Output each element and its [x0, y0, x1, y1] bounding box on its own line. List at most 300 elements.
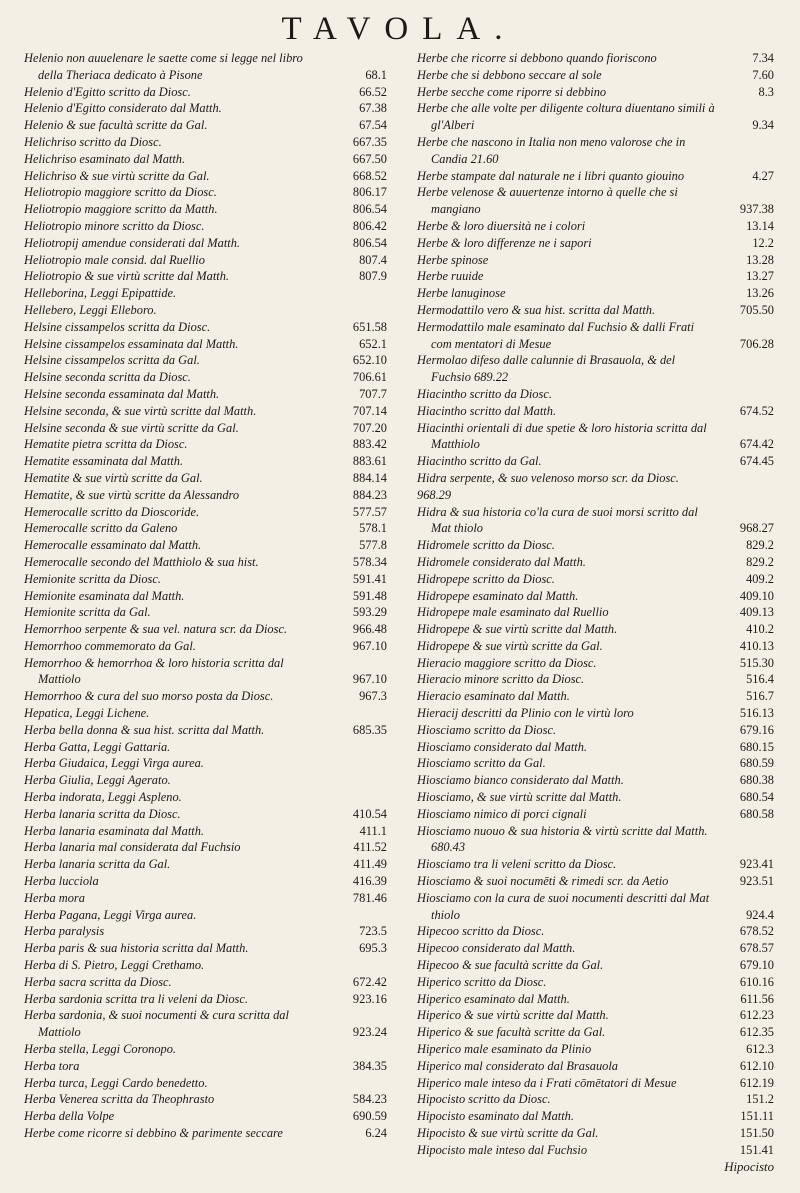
index-entry — [417, 923, 774, 940]
entry-text: Herba Giulia, Leggi Agerato. — [24, 773, 171, 788]
entry-page-ref: 924.4 — [746, 907, 774, 922]
index-entry — [24, 1058, 387, 1075]
index-entry — [24, 50, 387, 84]
entry-text: Hiperico male inteso da i Frati cōmētatori di Mesue — [417, 1075, 677, 1090]
entry-text: Hemerocalle scritto da Galeno — [24, 521, 178, 536]
index-entry — [24, 352, 387, 369]
entry-page-ref: 680.58 — [739, 806, 774, 821]
entry-page-ref: 411.1 — [359, 823, 387, 838]
entry-text: Hidropepe scritto da Diosc. — [417, 571, 555, 586]
entry-text: Hiperico & sue facultà scritte da Gal. — [417, 1025, 606, 1040]
index-entry — [24, 806, 387, 823]
entry-page-ref: 678.57 — [739, 941, 774, 956]
entry-page-ref: 4.27 — [752, 168, 774, 183]
entry-page-ref: 723.5 — [359, 924, 387, 939]
index-entry — [417, 168, 774, 185]
index-entry — [24, 84, 387, 101]
entry-text: Hiperico male esaminato da Plinio — [417, 1042, 592, 1057]
entry-page-ref: 384.35 — [352, 1058, 387, 1073]
index-entry — [417, 100, 774, 134]
entry-text: Heliotropio male consid. dal Ruellio — [24, 252, 205, 267]
entry-text: Herba Venerea scritta da Theophrasto — [24, 1092, 215, 1107]
entry-page-ref: 668.52 — [352, 168, 387, 183]
entry-text: Hiacintho scritto dal Matth. — [417, 403, 557, 418]
entry-page-ref: 516.4 — [746, 672, 774, 687]
entry-text: Hermodattilo male esaminato dal Fuchsio & dalli Frati com mentatori di Mesue — [417, 319, 695, 351]
entry-text: Herbe spinose — [417, 252, 489, 267]
index-entry — [417, 638, 774, 655]
entry-page-ref: 13.26 — [746, 286, 774, 301]
index-entry — [24, 688, 387, 705]
entry-page-ref: 707.14 — [352, 403, 387, 418]
entry-text: Hieracio minore scritto da Diosc. — [417, 672, 585, 687]
entry-page-ref: 923.51 — [739, 874, 774, 889]
entry-text: Hidra serpente, & suo velenoso morso scr. da Diosc. 968.29 — [417, 470, 679, 502]
entry-text: Hematite pietra scritta da Diosc. — [24, 437, 188, 452]
index-entry — [24, 823, 387, 840]
entry-page-ref: 9.34 — [752, 118, 774, 133]
index-entry — [24, 755, 387, 772]
entry-text: Hipocisto & sue virtù scritte da Gal. — [417, 1126, 599, 1140]
index-entry — [24, 168, 387, 185]
entry-page-ref: 707.7 — [359, 386, 387, 401]
index-entry — [417, 1091, 774, 1108]
entry-text: Herba tora — [24, 1058, 80, 1073]
index-entry — [24, 991, 387, 1008]
entry-text: Hermodattilo vero & sua hist. scritta dal Matth. — [417, 302, 656, 317]
entry-text: Herba lucciola — [24, 874, 99, 889]
index-entry — [417, 739, 774, 756]
index-entry — [24, 268, 387, 285]
entry-page-ref: 672.42 — [352, 974, 387, 989]
entry-text: Herba Pagana, Leggi Virga aurea. — [24, 907, 197, 922]
entry-text: Hemorrhoo commemorato da Gal. — [24, 638, 196, 653]
entry-text: Helsine cissampelos essaminata dal Matth. — [24, 336, 239, 351]
entry-page-ref: 707.20 — [352, 420, 387, 435]
index-entry — [24, 201, 387, 218]
index-entry — [417, 134, 774, 168]
entry-text: Heliotropio minore scritto da Diosc. — [24, 218, 205, 233]
entry-page-ref: 584.23 — [352, 1092, 387, 1107]
entry-page-ref: 411.52 — [353, 840, 387, 855]
entry-page-ref: 8.3 — [758, 84, 774, 99]
entry-page-ref: 612.35 — [739, 1025, 774, 1040]
index-entry — [417, 1108, 774, 1125]
index-entry — [24, 403, 387, 420]
entry-text: Hemionite scritta da Gal. — [24, 605, 151, 620]
index-entry — [417, 604, 774, 621]
index-entry — [417, 184, 774, 218]
entry-text: Helenio & sue facultà scritte da Gal. — [24, 118, 208, 133]
entry-text: Herba stella, Leggi Coronopo. — [24, 1042, 177, 1057]
entry-text: Hidromele scritto da Diosc. — [417, 538, 555, 553]
entry-page-ref: 67.38 — [359, 101, 387, 116]
index-entry — [417, 890, 774, 924]
entry-page-ref: 680.15 — [739, 739, 774, 754]
entry-text: Hellebero, Leggi Elleboro. — [24, 302, 157, 317]
entry-page-ref: 674.45 — [739, 454, 774, 469]
entry-page-ref: 67.54 — [359, 118, 387, 133]
entry-page-ref: 680.59 — [739, 756, 774, 771]
entry-text: Herbe che ricorre si debbono quando fioriscono — [417, 51, 657, 65]
entry-text: Hiosciamo nuouo & sua historia & virtù scritte dal Matth. 680.43 — [417, 823, 708, 855]
index-entry — [417, 789, 774, 806]
entry-text: Herbe & loro differenze ne i sapori — [417, 235, 592, 250]
entry-text: Herba mora — [24, 890, 85, 905]
index-entry — [417, 1041, 774, 1058]
entry-text: Hipecoo & sue facultà scritte da Gal. — [417, 958, 604, 973]
entry-text: Herba lanaria scritta da Gal. — [24, 857, 171, 872]
entry-text: Helsine seconda essaminata dal Matth. — [24, 386, 220, 401]
index-entry — [417, 655, 774, 672]
entry-text: Hematite & sue virtù scritte da Gal. — [24, 470, 203, 485]
entry-page-ref: 66.52 — [359, 84, 387, 99]
index-entry — [417, 1007, 774, 1024]
index-entry — [417, 806, 774, 823]
index-entry — [417, 50, 774, 67]
entry-text: Helenio d'Egitto scritto da Diosc. — [24, 84, 191, 99]
entry-page-ref: 680.38 — [739, 773, 774, 788]
index-entry — [24, 453, 387, 470]
entry-page-ref: 516.13 — [739, 706, 774, 721]
index-entry — [417, 755, 774, 772]
index-entry — [24, 554, 387, 571]
entry-text: Hemorrhoo & cura del suo morso posta da Diosc. — [24, 689, 274, 704]
entry-page-ref: 12.2 — [752, 235, 774, 250]
index-entry — [417, 218, 774, 235]
entry-text: Hematite essaminata dal Matth. — [24, 454, 183, 469]
index-entry — [417, 873, 774, 890]
index-entry — [417, 268, 774, 285]
index-entry — [24, 940, 387, 957]
entry-page-ref: 937.38 — [739, 202, 774, 217]
entry-text: Hemorrhoo serpente & sua vel. natura scr. da Diosc. — [24, 622, 288, 637]
index-entry — [417, 823, 774, 857]
page-title: TAVOLA. — [281, 11, 517, 47]
index-entry — [24, 705, 387, 722]
index-entry — [24, 1041, 387, 1058]
entry-text: Heliotropio maggiore scritto da Diosc. — [24, 185, 217, 200]
entry-text: Hipocisto esaminato dal Matth. — [417, 1109, 574, 1124]
index-entry — [24, 739, 387, 756]
index-entry — [24, 839, 387, 856]
index-entry — [24, 319, 387, 336]
entry-page-ref: 409.2 — [746, 571, 774, 586]
entry-page-ref: 667.35 — [352, 134, 387, 149]
index-entry — [24, 302, 387, 319]
entry-text: Hiperico & sue virtù scritte dal Matth. — [417, 1008, 609, 1023]
entry-page-ref: 923.24 — [352, 1025, 387, 1040]
entry-page-ref: 806.54 — [352, 202, 387, 217]
entry-text: Hiosciamo & suoi nocumēti & rimedi scr. da Aetio — [417, 874, 669, 889]
index-list-right — [417, 50, 774, 1159]
index-entry — [417, 352, 774, 386]
entry-text: Hiosciamo tra li veleni scritto da Diosc. — [417, 857, 617, 872]
index-entry — [417, 957, 774, 974]
entry-page-ref: 652.1 — [359, 336, 387, 351]
entry-text: Hieracio maggiore scritto da Diosc. — [417, 655, 597, 670]
entry-text: Helichriso esaminato dal Matth. — [24, 151, 186, 166]
entry-page-ref: 411.49 — [353, 857, 387, 872]
entry-page-ref: 652.10 — [352, 353, 387, 368]
entry-page-ref: 651.58 — [352, 319, 387, 334]
index-entry — [24, 890, 387, 907]
entry-text: Hiosciamo considerato dal Matth. — [417, 739, 588, 754]
index-entry — [417, 1125, 774, 1142]
entry-page-ref: 923.41 — [739, 857, 774, 872]
index-entry — [417, 621, 774, 638]
index-entry — [24, 856, 387, 873]
entry-text: Herba paris & sua historia scritta dal Matth. — [24, 941, 249, 956]
index-column-left — [24, 50, 387, 1176]
index-entry — [24, 588, 387, 605]
entry-page-ref: 695.3 — [359, 941, 387, 956]
index-entry — [24, 722, 387, 739]
entry-text: Helleborina, Leggi Epipattide. — [24, 286, 177, 301]
entry-text: Herba turca, Leggi Cardo benedetto. — [24, 1075, 208, 1090]
entry-page-ref: 690.59 — [352, 1109, 387, 1124]
entry-page-ref: 806.42 — [352, 218, 387, 233]
entry-page-ref: 706.61 — [352, 370, 387, 385]
index-entry — [417, 705, 774, 722]
index-entry — [24, 1125, 387, 1142]
index-entry — [24, 386, 387, 403]
index-entry — [417, 504, 774, 538]
entry-text: Hidromele considerato dal Matth. — [417, 554, 586, 569]
entry-text: Hiperico esaminato dal Matth. — [417, 991, 570, 1006]
index-entry — [24, 218, 387, 235]
entry-page-ref: 593.29 — [352, 605, 387, 620]
index-entry — [417, 772, 774, 789]
index-entry — [24, 235, 387, 252]
entry-page-ref: 674.52 — [739, 403, 774, 418]
entry-text: Herba Giudaica, Leggi Virga aurea. — [24, 756, 204, 771]
entry-text: Herbe che nascono in Italia non meno valorose che in Candia 21.60 — [417, 134, 686, 166]
entry-text: Herba paralysis — [24, 924, 105, 939]
entry-text: Herba della Volpe — [24, 1109, 115, 1124]
index-entry — [417, 403, 774, 420]
entry-page-ref: 806.17 — [352, 185, 387, 200]
index-entry — [24, 1108, 387, 1125]
entry-page-ref: 13.27 — [746, 269, 774, 284]
index-entry — [24, 1075, 387, 1092]
entry-page-ref: 611.56 — [740, 991, 774, 1006]
index-entry — [24, 907, 387, 924]
entry-page-ref: 515.30 — [739, 655, 774, 670]
index-entry — [24, 772, 387, 789]
entry-text: Hiperico scritto da Diosc. — [417, 974, 547, 989]
entry-page-ref: 679.16 — [739, 722, 774, 737]
index-entry — [417, 688, 774, 705]
catchword: Hipocisto — [724, 1159, 774, 1174]
entry-text: Hiosciamo scritto da Diosc. — [417, 722, 557, 737]
entry-page-ref: 151.2 — [746, 1092, 774, 1107]
entry-text: Hiosciamo bianco considerato dal Matth. — [417, 773, 624, 788]
entry-text: Hemorrhoo & hemorrhoa & loro historia scritta dal Mattiolo — [24, 655, 284, 687]
index-entry — [24, 655, 387, 689]
entry-text: Herbe velenose & auuertenze intorno à quelle che si mangiano — [417, 185, 678, 217]
entry-text: Hidropepe & sue virtù scritte da Gal. — [417, 638, 603, 653]
entry-text: Hepatica, Leggi Lichene. — [24, 706, 150, 721]
index-entry — [417, 235, 774, 252]
entry-text: Hidropepe male esaminato dal Ruellio — [417, 605, 609, 620]
entry-text: Hidropepe & sue virtù scritte dal Matth. — [417, 622, 618, 637]
entry-text: Helsine cissampelos scritta da Gal. — [24, 353, 200, 368]
index-entry — [24, 285, 387, 302]
entry-text: Hiosciamo scritto da Gal. — [417, 756, 546, 771]
entry-page-ref: 591.41 — [352, 571, 387, 586]
entry-page-ref: 883.42 — [352, 437, 387, 452]
entry-text: Helsine seconda & sue virtù scritte da Gal. — [24, 420, 239, 435]
index-entry — [417, 453, 774, 470]
entry-page-ref: 410.13 — [739, 638, 774, 653]
entry-page-ref: 591.48 — [352, 588, 387, 603]
entry-page-ref: 680.54 — [739, 790, 774, 805]
index-entry — [417, 1024, 774, 1041]
entry-text: Hipocisto scritto da Diosc. — [417, 1092, 551, 1107]
entry-text: Heliotropij amendue considerati dal Matth. — [24, 235, 241, 250]
entry-page-ref: 612.3 — [746, 1042, 774, 1057]
index-column-right — [417, 50, 774, 1176]
entry-page-ref: 679.10 — [739, 958, 774, 973]
index-entry — [24, 134, 387, 151]
entry-page-ref: 781.46 — [352, 890, 387, 905]
entry-text: Hiacintho scritto da Diosc. — [417, 386, 552, 401]
entry-text: Heliotropio maggiore scritto da Matth. — [24, 202, 218, 217]
entry-text: Herba Gatta, Leggi Gattaria. — [24, 739, 171, 754]
index-entry — [24, 420, 387, 437]
index-entry — [24, 537, 387, 554]
entry-page-ref: 610.16 — [739, 974, 774, 989]
entry-page-ref: 410.54 — [352, 806, 387, 821]
entry-page-ref: 884.23 — [352, 487, 387, 502]
entry-page-ref: 612.19 — [739, 1075, 774, 1090]
index-entry — [24, 504, 387, 521]
index-entry — [24, 100, 387, 117]
entry-page-ref: 68.1 — [365, 67, 387, 82]
entry-text: Herba indorata, Leggi Aspleno. — [24, 790, 182, 805]
index-entry — [417, 420, 774, 454]
entry-text: Hieracij descritti da Plinio con le virtù loro — [417, 706, 634, 721]
entry-page-ref: 578.1 — [359, 521, 387, 536]
entry-page-ref: 409.10 — [739, 588, 774, 603]
index-entry — [24, 252, 387, 269]
index-entry — [24, 336, 387, 353]
entry-text: Hemionite scritta da Diosc. — [24, 571, 161, 586]
entry-text: Hidropepe esaminato dal Matth. — [417, 588, 579, 603]
entry-page-ref: 151.41 — [739, 1142, 774, 1157]
entry-text: Helenio d'Egitto considerato dal Matth. — [24, 101, 222, 116]
entry-text: Herbe come ricorre si debbino & parimente seccare — [24, 1126, 283, 1140]
entry-text: Hiosciamo con la cura de suoi nocumenti descritti dal Mat thiolo — [417, 890, 710, 922]
entry-page-ref: 967.3 — [359, 689, 387, 704]
entry-text: Hermolao difeso dalle calunnie di Brasauola, & del Fuchsio 689.22 — [417, 353, 676, 385]
index-entry — [417, 67, 774, 84]
entry-text: Herbe secche come riporre si debbino — [417, 84, 607, 99]
index-entry — [417, 991, 774, 1008]
index-entry — [417, 285, 774, 302]
index-entry — [417, 554, 774, 571]
index-entry — [24, 436, 387, 453]
entry-page-ref: 578.34 — [352, 554, 387, 569]
index-entry — [417, 940, 774, 957]
entry-page-ref: 13.14 — [746, 218, 774, 233]
entry-page-ref: 674.42 — [739, 437, 774, 452]
entry-page-ref: 678.52 — [739, 924, 774, 939]
entry-text: Hemerocalle essaminato dal Matth. — [24, 538, 202, 553]
index-entry — [24, 1007, 387, 1041]
entry-text: Hipocisto male inteso dal Fuchsio — [417, 1142, 588, 1157]
entry-page-ref: 7.60 — [752, 67, 774, 82]
index-entry — [417, 856, 774, 873]
entry-text: Herba di S. Pietro, Leggi Crethamo. — [24, 958, 205, 973]
index-entry — [417, 537, 774, 554]
entry-text: Herba lanaria scritta da Diosc. — [24, 806, 181, 821]
entry-text: Hiacintho scritto da Gal. — [417, 454, 542, 469]
entry-text: Herbe & loro diuersità ne i colori — [417, 218, 586, 233]
index-entry — [417, 1075, 774, 1092]
index-entry — [24, 369, 387, 386]
index-entry — [417, 252, 774, 269]
entry-text: Helsine seconda, & sue virtù scritte dal Matth. — [24, 403, 257, 418]
entry-text: Herba bella donna & sua hist. scritta dal Matth. — [24, 722, 265, 737]
entry-page-ref: 667.50 — [352, 151, 387, 166]
index-entry — [24, 151, 387, 168]
entry-text: Heliotropio & sue virtù scritte dal Matth. — [24, 269, 230, 284]
entry-text: Helichriso scritto da Diosc. — [24, 134, 162, 149]
entry-text: Herba sardonia scritta tra li veleni da Diosc. — [24, 991, 248, 1006]
index-entry — [417, 588, 774, 605]
index-entry — [417, 1058, 774, 1075]
entry-text: Helenio non auuelenare le saette come si legge nel libro della Theriaca dedicato à Pisone — [24, 51, 303, 82]
index-entry — [417, 571, 774, 588]
entry-text: Herbe che si debbono seccare al sole — [417, 67, 602, 82]
index-entry — [417, 974, 774, 991]
index-entry — [24, 487, 387, 504]
entry-text: Hemerocalle secondo del Matthiolo & sua hist. — [24, 554, 259, 569]
entry-page-ref: 409.13 — [739, 605, 774, 620]
entry-page-ref: 923.16 — [352, 991, 387, 1006]
index-entry — [24, 117, 387, 134]
entry-text: Hiperico mal considerato dal Brasauola — [417, 1058, 618, 1073]
index-entry — [24, 604, 387, 621]
entry-text: Hiosciamo, & sue virtù scritte dal Matth. — [417, 790, 622, 805]
entry-page-ref: 416.39 — [352, 874, 387, 889]
index-entry — [24, 520, 387, 537]
index-entry — [24, 470, 387, 487]
entry-text: Herbe che alle volte per diligente coltura diuentano simili à gl'Alberi — [417, 101, 715, 133]
entry-text: Hipecoo scritto da Diosc. — [417, 924, 545, 939]
index-entry — [24, 638, 387, 655]
entry-page-ref: 807.9 — [359, 269, 387, 284]
entry-page-ref: 884.14 — [352, 470, 387, 485]
entry-page-ref: 967.10 — [352, 638, 387, 653]
index-entry — [24, 923, 387, 940]
entry-page-ref: 706.28 — [739, 336, 774, 351]
entry-page-ref: 516.7 — [746, 689, 774, 704]
entry-text: Helichriso & sue virtù scritte da Gal. — [24, 168, 210, 183]
entry-page-ref: 13.28 — [746, 252, 774, 267]
entry-page-ref: 966.48 — [352, 622, 387, 637]
entry-text: Herbe lanuginose — [417, 286, 506, 301]
entry-page-ref: 6.24 — [365, 1126, 387, 1140]
entry-page-ref: 410.2 — [746, 622, 774, 637]
index-entry — [24, 789, 387, 806]
index-entry — [417, 1142, 774, 1159]
entry-page-ref: 829.2 — [746, 538, 774, 553]
index-entry — [417, 84, 774, 101]
entry-text: Herba sacra scritta da Diosc. — [24, 974, 172, 989]
